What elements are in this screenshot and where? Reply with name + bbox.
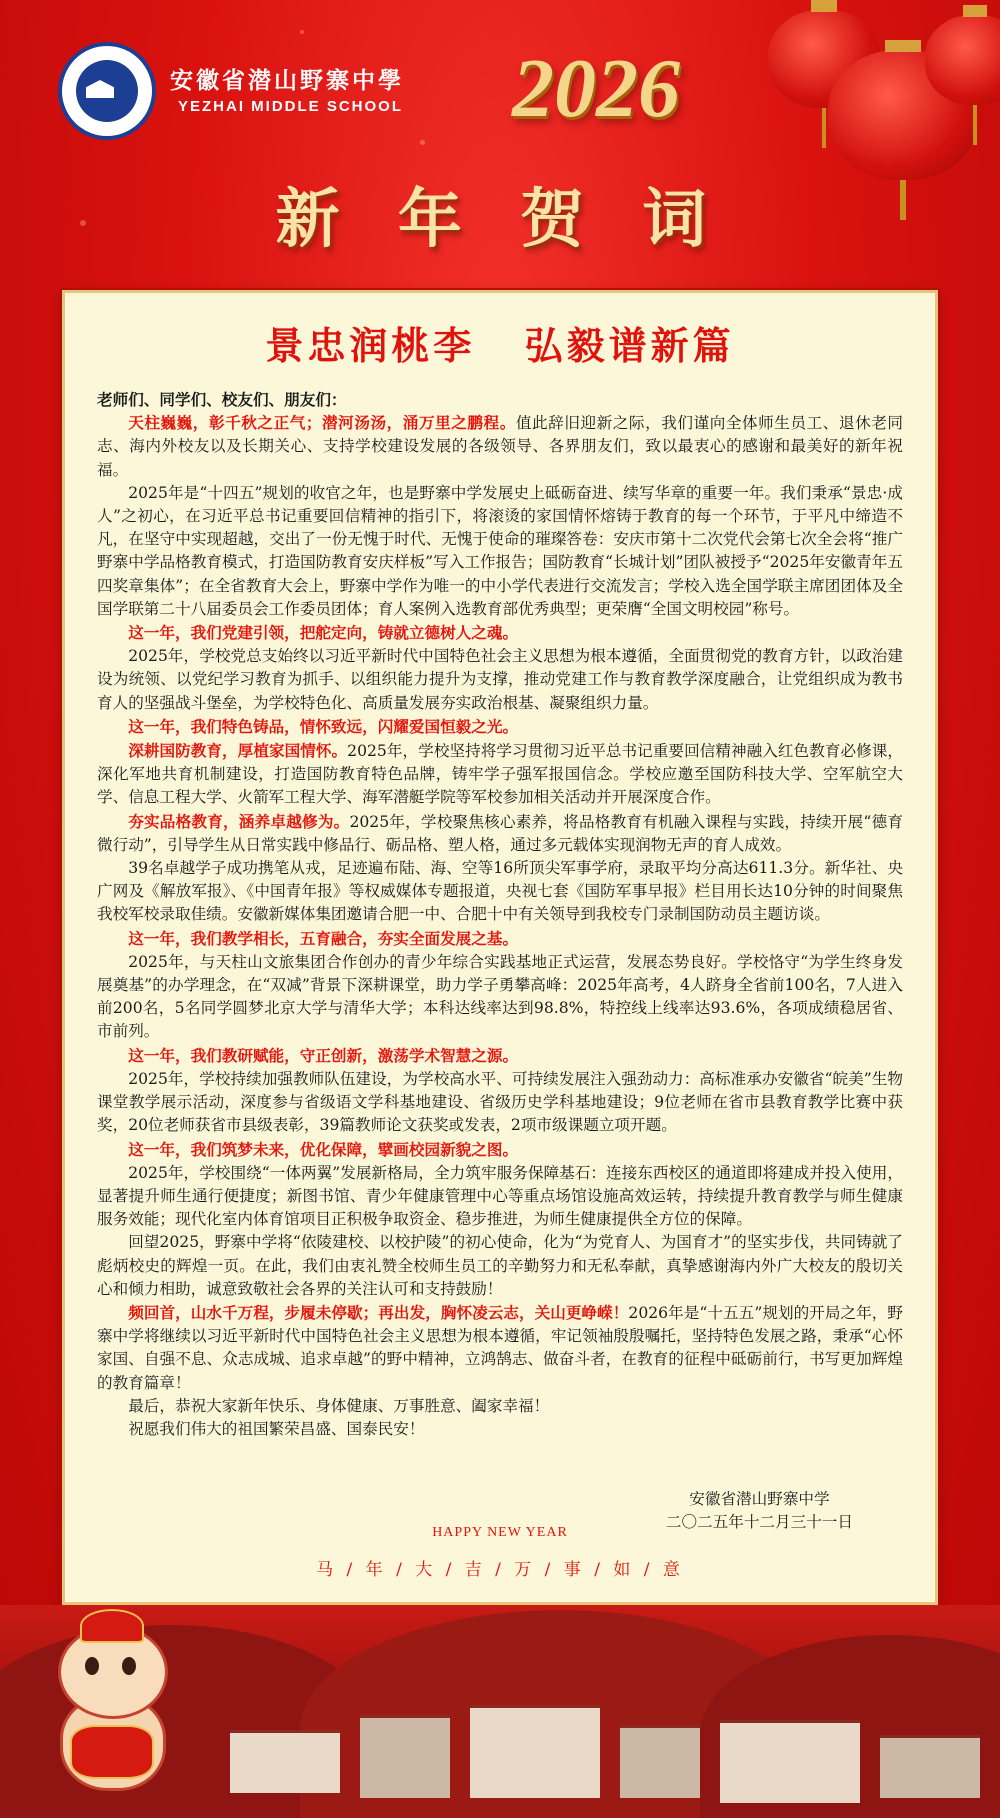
blessing: 马 / 年 / 大 / 吉 / 万 / 事 / 如 / 意 <box>316 1560 684 1580</box>
school-emblem-icon <box>58 42 156 140</box>
paragraph <box>97 810 903 857</box>
paragraph-lead: 这一年，我们教研赋能，守正创新，激荡学术智慧之源。 <box>128 1045 519 1065</box>
paragraph-text: 值此辞旧迎新之际，我们谨向全体师生员工、退休老同志、海内外校友以及长期关心、支持学校建设发展的各级领导、各界朋友们，致以最衷心的感谢和最美好的新年祝福。 <box>97 414 903 479</box>
paragraph-lead: 频回首，山水千万程，步履未停歇；再出发，胸怀凌云志，关山更峥嵘！ <box>128 1302 629 1322</box>
paragraph-lead: 深耕国防教育，厚植家国情怀。 <box>128 741 348 761</box>
paragraph <box>97 645 903 715</box>
section-heading <box>97 621 903 645</box>
paragraph-lead: 夯实品格教育，涵养卓越修为。 <box>128 811 350 831</box>
paragraph-text: 39名卓越学子成功携笔从戎，足迹遍布陆、海、空等16所顶尖军事学府，录取平均分高达611.3分。新华社、央广网及《解放军报》、《中国青年报》等权威媒体专题报道，央视七套《国防军事早报》栏目用长达10分钟的时间聚焦我校军校录取佳绩。安徽新媒体集团邀请合肥一中、合肥十中有关领导到我校专门录制国防动员主题访谈。 <box>97 859 903 924</box>
school-name-cn: 安徽省潜山野寨中學 <box>170 68 404 94</box>
year-title: 2026 <box>512 42 680 135</box>
sparkle <box>300 30 304 34</box>
theme-left: 景忠润桃李 <box>265 323 476 368</box>
section-heading <box>97 715 903 739</box>
paragraph <box>97 1301 903 1395</box>
paragraph-text: 2026年是“十五五”规划的开局之年，野寨中学将继续以习近平新时代中国特色社会主义思想为根本遵循，牢记领袖殷殷嘱托，坚持特色发展之路，秉承“心怀家国、自强不息、众志成城、追求卓越”的野中精神，立鸿鹄志、做奋斗者，在教育的征程中砥砺前行，书写更加辉煌的教育篇章！ <box>97 1303 903 1392</box>
lantern-icon <box>925 15 1000 105</box>
paragraph-lead: 这一年，我们党建引领，把舵定向，铸就立德树人之魂。 <box>128 623 519 643</box>
paragraph <box>97 411 903 482</box>
paragraph-lead: 天柱巍巍，彰千秋之正气；潜河汤汤，涌万里之鹏程。 <box>128 413 516 433</box>
paragraph-text: 2025年，学校党总支始终以习近平新时代中国特色社会主义思想为根本遵循，全面贯彻党的教育方针，以政治建设为统领、以党纪学习教育为抓手、以组织能力提升为支撑，推动党建工作与教育教学深度融合，让党组织成为教书育人的坚强战斗堡垒，为学校特色化、高质量发展夯实政治根基、凝聚组织力量。 <box>97 647 903 712</box>
signature-date: 二〇二五年十二月三十一日 <box>665 1513 853 1531</box>
paragraph-text: 2025年，与天柱山文旅集团合作创办的青少年综合实践基地正式运营，发展态势良好。学校恪守“为学生终身发展奠基”的办学理念，在“双减”背景下深耕课堂，助力学子勇攀高峰：2025年高考，4人跻身全省前100名，7人进入前200名，5名同学圆梦北京大学与清华大学；本科达线率达到98.8%，特控线上线率达93.6%，各项成绩稳居省、市前列。 <box>97 952 903 1041</box>
paragraph-text: 2025年，学校聚焦核心素养，将品格教育有机融入课程与实践，持续开展“德育微行动”，引导学生从日常实践中修品行、砺品格、塑人格，通过多元载体实现润物无声的育人成效。 <box>97 812 903 854</box>
page-title: 新 年 贺 词 <box>275 182 725 257</box>
letter-body <box>97 388 903 1441</box>
paragraph-text: 祝愿我们伟大的祖国繁荣昌盛、国泰民安！ <box>128 1419 425 1438</box>
happy-new-year: HAPPY NEW YEAR <box>432 1525 568 1540</box>
paragraph-lead: 这一年，我们教学相长，五育融合，夯实全面发展之基。 <box>128 928 519 948</box>
section-heading <box>97 1044 903 1068</box>
school-name-en: YEZHAI MIDDLE SCHOOL <box>178 98 404 115</box>
paragraph <box>97 1418 903 1441</box>
paragraph-lead: 这一年，我们筑梦未来，优化保障，擘画校园新貌之图。 <box>128 1139 519 1159</box>
paragraph <box>97 1162 903 1232</box>
paragraph-text: 2025年，学校持续加强教师队伍建设，为学校高水平、可持续发展注入强劲动力：高标准承办安徽省“皖美”生物课堂教学展示活动，深度参与省级语文学科基地建设、省级历史学科基地建设；9位老师在省市县教育教学比赛中获奖，20位老师获省市县级表彰，39篇教师论文获奖或发表，2项市级课题立项开题。 <box>97 1069 903 1135</box>
salutation: 老师们、同学们、校友们、朋友们： <box>97 390 347 409</box>
letter-theme <box>65 315 935 370</box>
theme-right: 弘毅谱新篇 <box>524 323 735 368</box>
paragraph <box>97 1231 903 1301</box>
paragraph-lead: 这一年，我们特色铸品，情怀致远，闪耀爱国恒毅之光。 <box>128 716 519 736</box>
paragraph <box>97 482 903 621</box>
section-heading <box>97 1138 903 1162</box>
paragraph-text: 回望2025，野寨中学将“依陵建校、以校护陵”的初心使命，化为“为党育人、为国育才”的坚实步伐，共同铸就了彪炳校史的辉煌一页。在此，我们由衷礼赞全校师生员工的辛勤努力和无私奉献，真挚感谢海内外广大校友的殷切关心和倾力相助，诚意致敬社会各界的关注认可和支持鼓励！ <box>97 1233 903 1298</box>
paragraph <box>97 951 903 1044</box>
paragraph-text: 最后，恭祝大家新年快乐、身体健康、万事胜意、阖家幸福！ <box>128 1396 550 1415</box>
paragraph <box>97 1395 903 1418</box>
paragraph <box>97 857 903 927</box>
section-heading <box>97 927 903 951</box>
horse-mascot-icon <box>40 1615 180 1810</box>
sparkle <box>420 140 425 145</box>
paragraph <box>97 1068 903 1138</box>
paragraph <box>97 739 903 810</box>
paragraph-text: 2025年，学校围绕“一体两翼”发展新格局，全力筑牢服务保障基石：连接东西校区的通道即将建成并投入使用，显著提升师生通行便捷度；新图书馆、青少年健康管理中心等重点场馆设施高效运转，持续提升教育教学与师生健康服务效能；现代化室内体育馆项目正积极争取资金、稳步推进，为师生健康提供全方位的保障。 <box>97 1163 903 1229</box>
paragraph-text: 2025年，学校坚持将学习贯彻习近平总书记重要回信精神融入红色教育必修课，深化军地共育机制建设，打造国防教育特色品牌，铸牢学子强军报国信念。学校应邀至国防科技大学、空军航空大学、信息工程大学、火箭军工程大学、海军潜艇学院等军校参加相关活动并开展深度合作。 <box>97 742 903 807</box>
paragraph-text: 2025年是“十四五”规划的收官之年，也是野寨中学发展史上砥砺奋进、续写华章的重要一年。我们秉承“景忠·成人”之初心，在习近平总书记重要回信精神的指引下，将滚烫的家国情怀熔铸于教育的每一个环节，于平凡中缔造不凡，在坚守中实现超越，交出了一份无愧于时代、无愧于使命的璀璨答卷：安庆市第十二次党代会第七次全会将“推广野寨中学品格教育模式，打造国防教育安庆样板”写入工作报告；国防教育“长城计划”团队被授予“2025年安徽青年五四奖章集体”；在全省教育大会上，野寨中学作为唯一的中小学代表进行交流发言；学校入选全国学联主席团团体及全国学联第二十八届委员会工作委员团体；育人案例入选教育部优秀典型；更荣膺“全国文明校园”称号。 <box>97 483 903 618</box>
signature: 安徽省潜山野寨中学 <box>689 1490 830 1508</box>
letter-panel <box>62 290 938 1605</box>
